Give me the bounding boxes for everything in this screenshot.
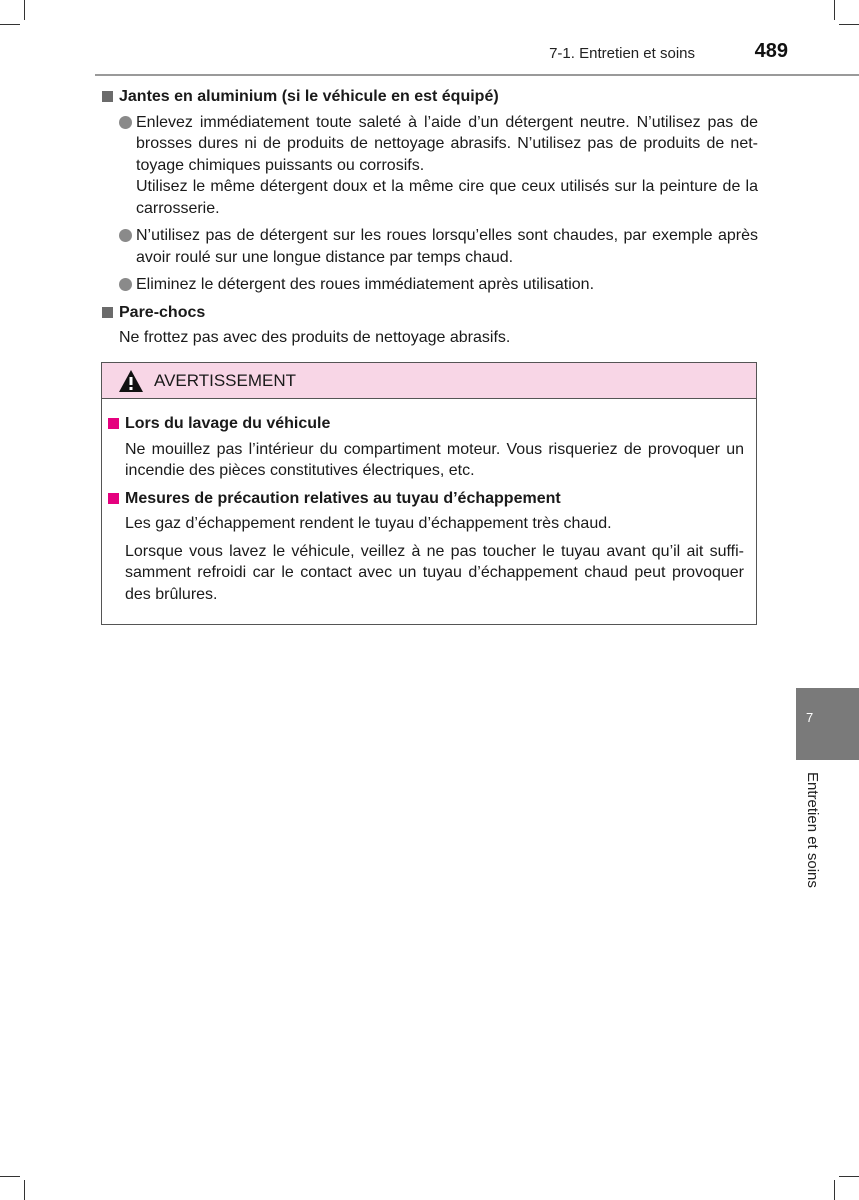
pink-square-bullet-icon [108,418,119,429]
chapter-label: Entretien et soins [804,772,821,888]
list-item [102,225,758,268]
round-bullet-icon [119,278,132,291]
chapter-number: 7 [806,710,814,725]
crop-mark [834,0,835,20]
crop-mark [834,1180,835,1200]
warning-title: AVERTISSEMENT [154,370,297,390]
list-item [102,274,758,296]
section-heading: Jantes en aluminium (si le véhicule en est équipé) [102,86,758,108]
paragraph: Eliminez le détergent des roues immédiatement après utilisation. [136,276,595,293]
warning-triangle-icon [118,369,144,393]
paragraph: Lorsque vous lavez le véhicule, veillez à ne pas toucher le tuyau avant qu’il ait suffi-samment refroidi car le contact avec un tuyau d’échappement chaud peut provoquer des brûlures. [125,542,744,603]
crop-mark [839,24,859,25]
paragraph: Ne mouillez pas l’intérieur du compartiment moteur. Vous risqueriez de provoquer un incendie des pièces constitutives électriques, etc. [125,440,744,479]
header-divider [95,74,859,76]
paragraph: Utilisez le même détergent doux et la même cire que ceux utilisés sur la peinture de la carrosserie. [136,178,758,217]
square-bullet-icon [102,91,113,102]
pink-square-bullet-icon [108,493,119,504]
paragraph: Les gaz d’échappement rendent le tuyau d’échappement très chaud. [125,515,612,532]
warning-item-heading: Mesures de précaution relatives au tuyau d’échappement [108,488,744,510]
warning-body [102,399,756,605]
warning-box [101,362,757,625]
crop-mark [24,1180,25,1200]
square-bullet-icon [102,307,113,318]
list-item [102,112,758,220]
section-heading: Pare-chocs [102,302,758,324]
paragraph: Enlevez immédiatement toute saleté à l’aide d’un détergent neutre. N’utilisez pas de brosses dures ni de produits de nettoyage abrasifs. N’utilisez pas de produits de net-toyage chimiques puissants ou corrosifs. [136,113,758,174]
crop-mark [24,0,25,20]
crop-mark [0,24,20,25]
warning-header [102,363,756,399]
warning-item-heading: Lors du lavage du véhicule [108,413,744,435]
paragraph: N’utilisez pas de détergent sur les roues lorsqu’elles sont chaudes, par exemple après avoir roulé sur une longue distance par temps chaud. [136,227,758,266]
main-content [102,86,758,357]
round-bullet-icon [119,116,132,129]
round-bullet-icon [119,229,132,242]
page-number: 489 [754,40,788,62]
crop-mark [839,1176,859,1177]
paragraph: Ne frottez pas avec des produits de nettoyage abrasifs. [119,329,511,346]
section-title: 7-1. Entretien et soins [549,45,695,62]
crop-mark [0,1176,20,1177]
